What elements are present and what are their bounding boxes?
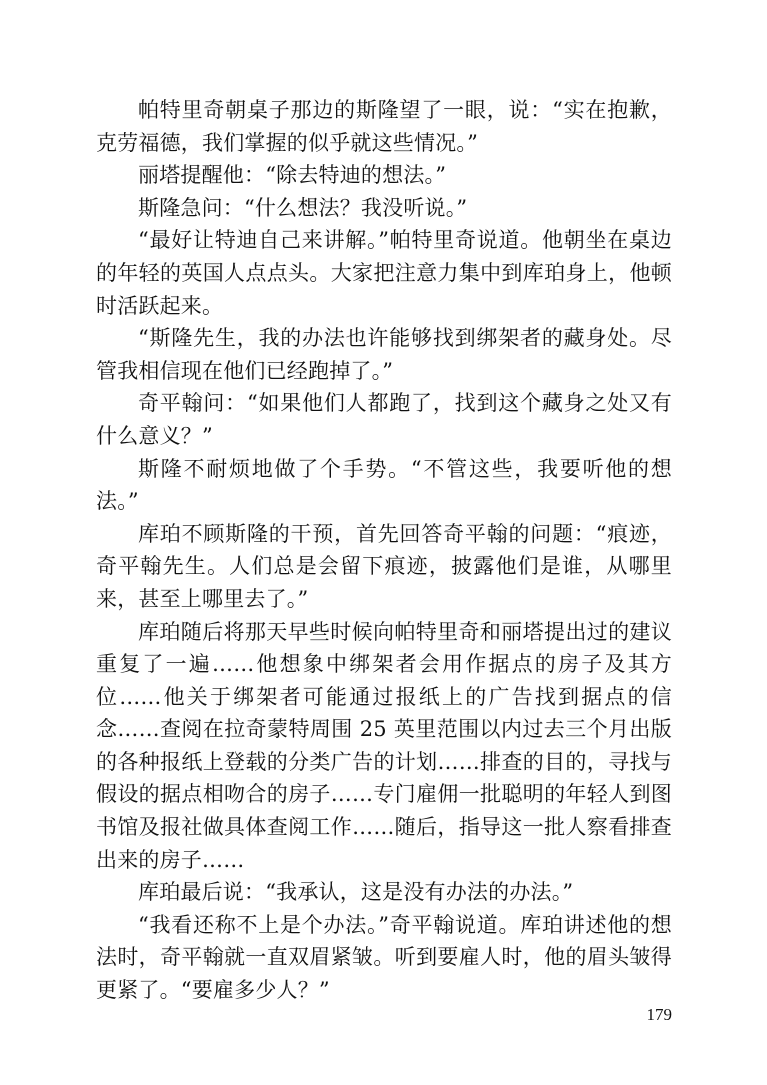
paragraph-9: 库珀随后将那天早些时候向帕特里奇和丽塔提出过的建议重复了一遍……他想象中绑架者会用作据点的房子及其方位……他关于绑架者可能通过报纸上的广告找到据点的信念……查阅在拉奇蒙特周围 25 英里范围以内过去三个月出版的各种报纸上登载的分类广告的计划……排查的目的，寻找与假设的据点相吻合的房子……专门雇佣一批聪明的年轻人到图书馆及报社做具体查阅工作……随后，指导这一批人察看排查出来的房子…… xyxy=(96,619,672,872)
paragraph-11: “我看还称不上是个办法。”奇平翰说道。库珀讲述他的想法时，奇平翰就一直双眉紧皱。听到要雇人时，他的眉头皱得更紧了。“要雇多少人？” xyxy=(96,912,672,1003)
paragraph-10: 库珀最后说：“我承认，这是没有办法的办法。” xyxy=(138,880,574,905)
paragraph-5: “斯隆先生，我的办法也许能够找到绑架者的藏身处。尽管我相信现在他们已经跑掉了。” xyxy=(96,326,672,383)
paragraph-4: “最好让特迪自己来讲解。”帕特里奇说道。他朝坐在桌边的年轻的英国人点点头。大家把注意力集中到库珀身上，他顿时活跃起来。 xyxy=(96,228,672,318)
paragraph-7: 斯隆不耐烦地做了个手势。“不管这些，我要听他的想法。” xyxy=(96,456,672,514)
page-number: 179 xyxy=(646,1005,672,1024)
paragraph-1: 帕特里奇朝桌子那边的斯隆望了一眼，说：“实在抱歉，克劳福德，我们掌握的似乎就这些情况。” xyxy=(96,98,672,155)
paragraph-3: 斯隆急问：“什么想法？我没听说。” xyxy=(138,195,468,220)
paragraph-6: 奇平翰问：“如果他们人都跑了，找到这个藏身之处又有什么意义？” xyxy=(96,391,672,448)
paragraph-2: 丽塔提醒他：“除去特迪的想法。” xyxy=(138,163,447,188)
paragraph-8: 库珀不顾斯隆的干预，首先回答奇平翰的问题：“痕迹，奇平翰先生。人们总是会留下痕迹，披露他们是谁，从哪里来，甚至上哪里去了。” xyxy=(96,521,672,611)
page-body xyxy=(96,94,672,1007)
